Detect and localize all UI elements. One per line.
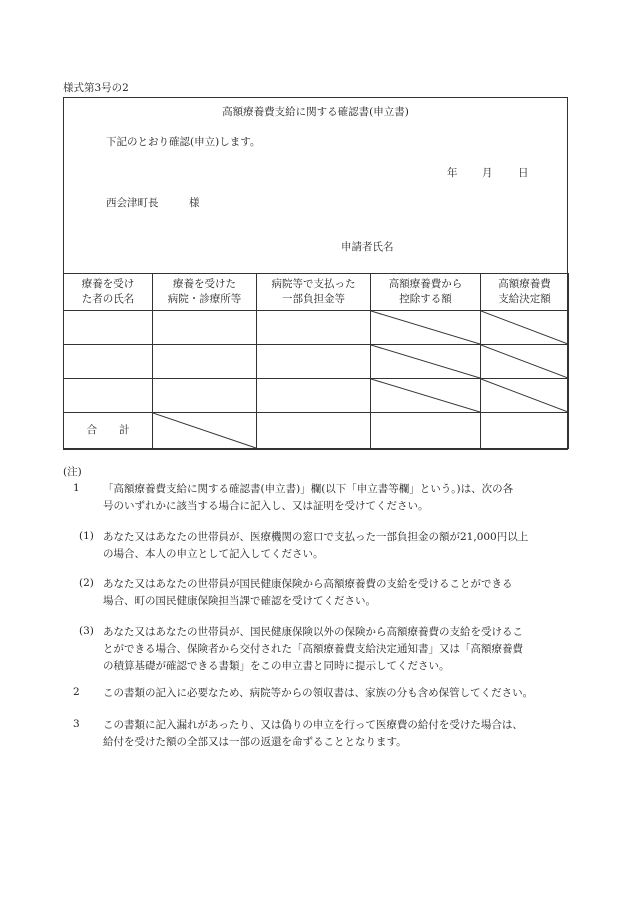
cell-total-hospital-disabled <box>153 413 257 449</box>
cell-copayment[interactable] <box>257 311 371 345</box>
cell-copayment[interactable] <box>257 379 371 413</box>
cell-hospital[interactable] <box>153 345 257 379</box>
header-hospital <box>153 274 257 311</box>
claim-table <box>63 273 569 449</box>
cell-total-copayment[interactable] <box>257 413 371 449</box>
cell-deduction-disabled <box>371 345 481 379</box>
header-patient-name <box>64 274 153 311</box>
header-line: 支給決定額 <box>498 293 551 305</box>
note-line: の場合、本人の申立として記入してください。 <box>103 548 324 560</box>
header-line: 病院等で支払った <box>271 277 356 290</box>
note-text <box>103 624 523 675</box>
header-line: 高額療養費 <box>498 277 551 290</box>
total-label-char: 計 <box>119 423 130 436</box>
note-line: あなた又はあなたの世帯員が、医療機関の窓口で支払った一部負担金の額が21,000円以上 <box>103 531 529 543</box>
note-number: (3) <box>79 625 94 637</box>
note-text <box>103 685 533 702</box>
diagonal-slash <box>481 311 568 344</box>
form-number: 様式第3号の2 <box>63 82 129 94</box>
addressee-honorific: 様 <box>189 197 200 209</box>
note-text <box>103 576 513 610</box>
note-line: 給付を受けた額の全部又は一部の返還を命ずることとなります。 <box>103 736 407 748</box>
cell-deduction-disabled <box>371 311 481 345</box>
header-line: 控除する額 <box>399 293 452 305</box>
header-line: 療養を受けた <box>173 277 236 290</box>
table-total-row <box>64 413 569 449</box>
total-label <box>64 413 153 449</box>
note-text <box>103 481 513 515</box>
diagonal-slash <box>153 413 256 448</box>
note-number: 1 <box>73 482 80 494</box>
cell-hospital[interactable] <box>153 379 257 413</box>
cell-patient-name[interactable] <box>64 379 153 413</box>
header-line: 病院・診療所等 <box>167 293 242 305</box>
cell-copayment[interactable] <box>257 345 371 379</box>
header-line: 一部負担金等 <box>282 293 345 305</box>
cell-decided-amount-disabled <box>481 379 569 413</box>
form-title: 高額療養費支給に関する確認書(申立書) <box>222 106 409 118</box>
note-line: とができる場合、保険者から交付された「高額療養費支給決定通知書」又は「高額療養費 <box>103 643 523 655</box>
table-row <box>64 311 569 345</box>
notes-heading: (注) <box>63 466 82 478</box>
note-line: あなた又はあなたの世帯員が国民健康保険から高額療養費の支給を受けることができる <box>103 578 513 590</box>
note-line: の積算基礎が確認できる書類」をこの申立書と同時に提示してください。 <box>103 660 450 672</box>
note-line: 「高額療養費支給に関する確認書(申立書)」欄(以下「申立書等欄」という。)は、次の各 <box>103 483 514 495</box>
cell-hospital[interactable] <box>153 311 257 345</box>
date-month-label: 月 <box>482 167 493 179</box>
statement-text: 下記のとおり確認(申立)します。 <box>106 136 261 148</box>
date-day-label: 日 <box>518 167 529 179</box>
diagonal-slash <box>481 379 568 412</box>
cell-total-decided-amount[interactable] <box>481 413 569 449</box>
header-line: 高額療養費から <box>388 277 463 290</box>
cell-deduction-disabled <box>371 379 481 413</box>
addressee-name: 西会津町長 <box>106 197 159 209</box>
note-text <box>103 529 528 563</box>
table-row <box>64 379 569 413</box>
cell-patient-name[interactable] <box>64 311 153 345</box>
header-decided-amount <box>481 274 569 311</box>
header-line: 療養を受け <box>81 277 135 290</box>
applicant-name-label: 申請者氏名 <box>341 241 394 253</box>
diagonal-slash <box>371 345 480 378</box>
header-line: た者の氏名 <box>81 293 135 305</box>
note-number: (1) <box>79 530 94 542</box>
note-line: 号のいずれかに該当する場合に記入し、又は証明を受けてください。 <box>103 500 429 512</box>
diagonal-slash <box>481 345 568 378</box>
table-header-row <box>64 274 569 311</box>
cell-decided-amount-disabled <box>481 311 569 345</box>
date-year-label: 年 <box>447 167 458 179</box>
cell-decided-amount-disabled <box>481 345 569 379</box>
note-line: あなた又はあなたの世帯員が、国民健康保険以外の保険から高額療養費の支給を受けるこ <box>103 626 523 638</box>
diagonal-slash <box>371 379 480 412</box>
table-row <box>64 345 569 379</box>
cell-total-deduction[interactable] <box>371 413 481 449</box>
header-copayment <box>257 274 371 311</box>
header-deduction <box>371 274 481 311</box>
note-line: 場合、町の国民健康保険担当課で確認を受けてください。 <box>103 595 376 607</box>
total-label-char: 合 <box>86 423 97 436</box>
note-number: 2 <box>73 686 80 698</box>
note-line: この書類に記入漏れがあったり、又は偽りの申立を行って医療費の給付を受けた場合は、 <box>103 719 523 731</box>
cell-patient-name[interactable] <box>64 345 153 379</box>
diagonal-slash <box>371 311 480 344</box>
note-number: (2) <box>79 577 94 589</box>
note-line: この書類の記入に必要なため、病院等からの領収書は、家族の分も含め保管してください。 <box>103 687 534 699</box>
note-number: 3 <box>73 718 80 730</box>
note-text <box>103 717 523 751</box>
